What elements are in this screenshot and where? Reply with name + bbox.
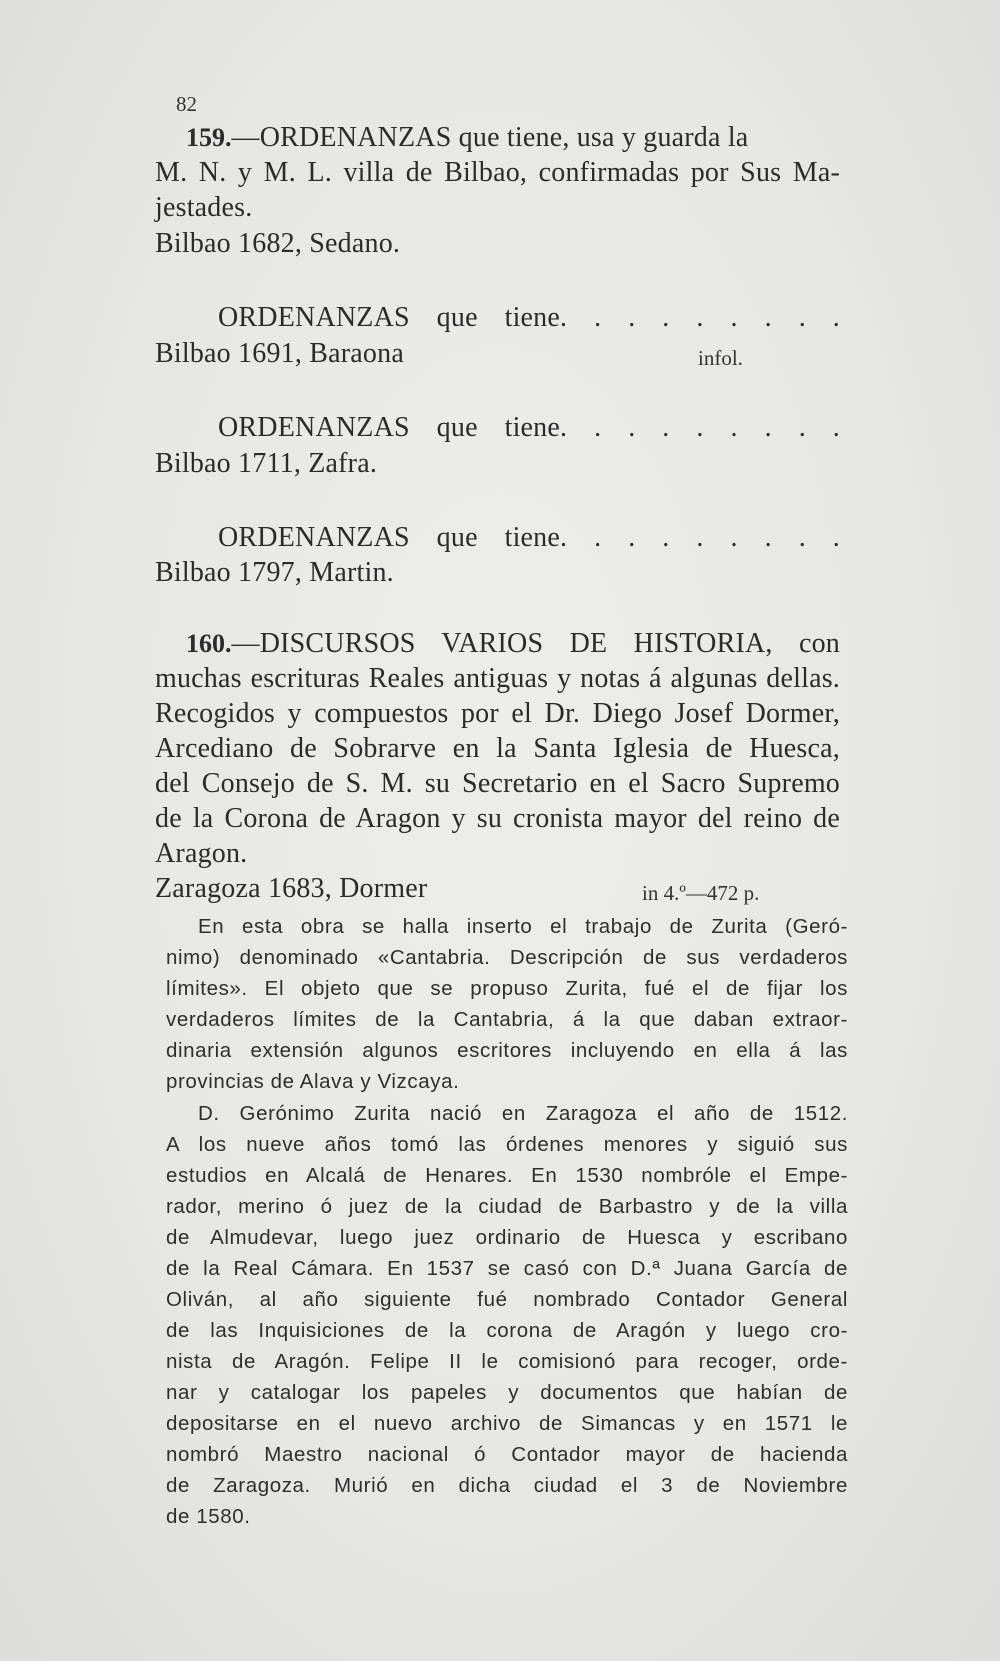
entry-160-number: 160. <box>186 629 232 658</box>
entry-159-edition-2-imprint: Bilbao 1711, Zafra. <box>155 448 378 479</box>
note-2-line-7: Oliván, al año siguiente fué nombrado Contador General <box>166 1288 848 1311</box>
note-1-line-5: dinaria extensión algunos escritores incluyendo en ella á las <box>166 1039 848 1062</box>
entry-160-title-line-2: muchas escrituras Reales antiguas y notas á algunas dellas. <box>155 663 840 694</box>
note-2-line-14: de 1580. <box>166 1505 251 1528</box>
entry-159-title-line-1: —ORDENANZAS que tiene, usa y guarda la <box>231 122 749 153</box>
entry-159-title-line-2: M. N. y M. L. villa de Bilbao, confirmadas por Sus Ma- <box>155 157 840 188</box>
entry-159-heading <box>186 122 748 154</box>
entry-160-imprint: Zaragoza 1683, Dormer <box>155 873 428 904</box>
note-2-line-5: de Almudevar, luego juez ordinario de Huesca y escribano <box>166 1226 848 1249</box>
note-2-line-6: de la Real Cámara. En 1537 se casó con D.ª Juana García de <box>166 1257 848 1280</box>
note-2-line-4: rador, merino ó juez de la ciudad de Barbastro y de la villa <box>166 1195 848 1218</box>
entry-160-title-line-1: —DISCURSOS VARIOS DE HISTORIA, con <box>231 628 840 659</box>
entry-159-imprint: Bilbao 1682, Sedano. <box>155 228 401 259</box>
note-1-line-6: provincias de Alava y Vizcaya. <box>166 1070 460 1093</box>
page-number: 82 <box>176 92 197 116</box>
note-2-line-2: A los nueve años tomó las órdenes menores y siguió sus <box>166 1133 848 1156</box>
entry-159-title-line-3: jestades. <box>155 192 253 223</box>
entry-160-title-line-6: de la Corona de Aragon y su cronista mayor del reino de <box>155 803 840 834</box>
entry-159-edition-1-imprint: Bilbao 1691, Baraona <box>155 338 404 369</box>
entry-159-edition-2-title: ORDENANZAS que tiene. . . . . . . . . <box>218 412 840 443</box>
note-2-line-8: de las Inquisiciones de la corona de Aragón y luego cro- <box>166 1319 848 1342</box>
note-2-line-10: nar y catalogar los papeles y documentos que habían de <box>166 1381 848 1404</box>
entry-160-heading <box>186 628 840 660</box>
entry-160-format: in 4.º—472 p. <box>642 881 760 905</box>
note-1-line-2: nimo) denominado «Cantabria. Descripción de sus verdaderos <box>166 946 848 969</box>
entry-159-edition-1-format: infol. <box>698 346 743 370</box>
entry-159-number: 159. <box>186 123 232 152</box>
note-2-line-11: depositarse en el nuevo archivo de Simancas y en 1571 le <box>166 1412 848 1435</box>
entry-160-title-line-7: Aragon. <box>155 838 248 869</box>
entry-160-title-line-4: Arcediano de Sobrarve en la Santa Iglesia de Huesca, <box>155 733 840 764</box>
note-1-line-3: límites». El objeto que se propuso Zurita, fué el de fijar los <box>166 977 848 1000</box>
entry-159-edition-3-title: ORDENANZAS que tiene. . . . . . . . . <box>218 522 840 553</box>
entry-159-edition-1-title: ORDENANZAS que tiene. . . . . . . . . <box>218 302 840 333</box>
note-1-line-1: En esta obra se halla inserto el trabajo de Zurita (Geró- <box>198 915 848 938</box>
note-2-line-1: D. Gerónimo Zurita nació en Zaragoza el año de 1512. <box>198 1102 848 1125</box>
entry-160-title-line-5: del Consejo de S. M. su Secretario en el Sacro Supremo <box>155 768 840 799</box>
note-2-line-3: estudios en Alcalá de Henares. En 1530 nombróle el Empe- <box>166 1164 848 1187</box>
note-2-line-13: de Zaragoza. Murió en dicha ciudad el 3 de Noviembre <box>166 1474 848 1497</box>
note-2-line-9: nista de Aragón. Felipe II le comisionó para recoger, orde- <box>166 1350 848 1373</box>
entry-159-edition-3-imprint: Bilbao 1797, Martin. <box>155 557 394 588</box>
entry-160-title-line-3: Recogidos y compuestos por el Dr. Diego Josef Dormer, <box>155 698 840 729</box>
note-2-line-12: nombró Maestro nacional ó Contador mayor de hacienda <box>166 1443 848 1466</box>
note-1-line-4: verdaderos límites de la Cantabria, á la que daban extraor- <box>166 1008 848 1031</box>
